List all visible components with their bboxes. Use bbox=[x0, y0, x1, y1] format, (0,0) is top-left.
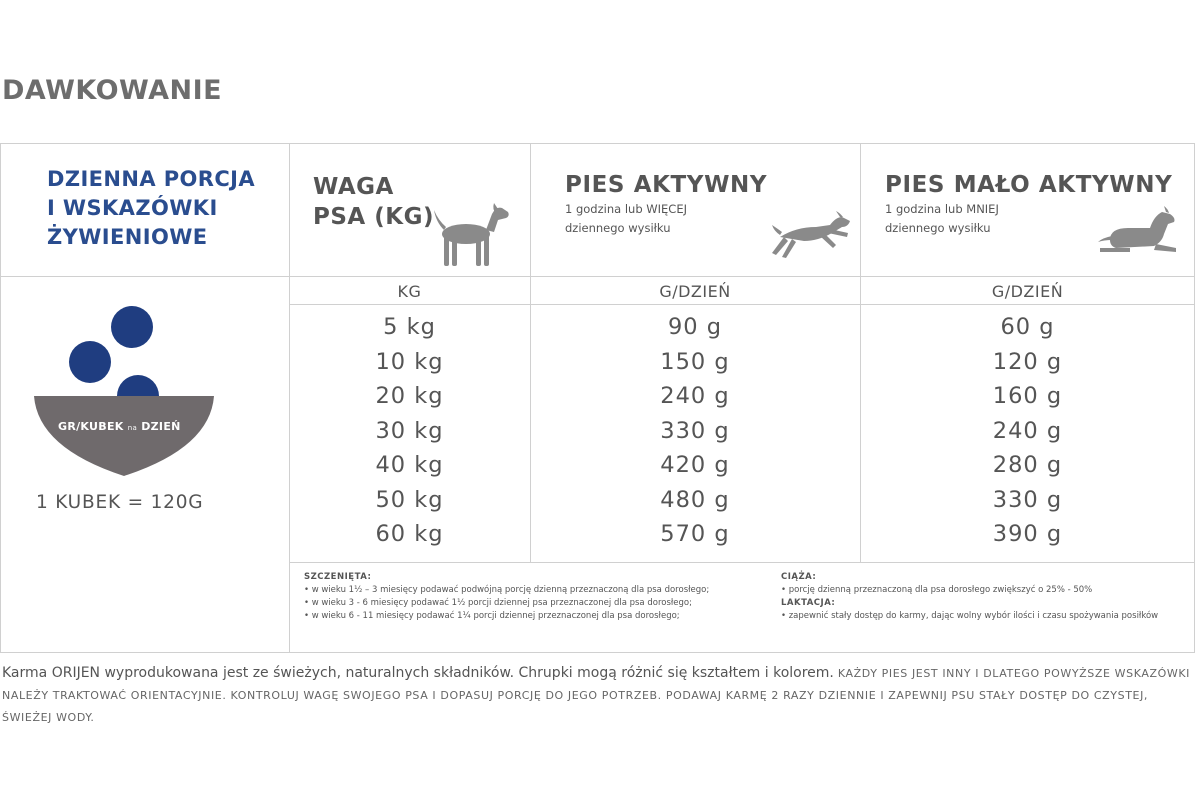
active-cell: 240 g bbox=[660, 383, 730, 409]
divider bbox=[0, 276, 1195, 277]
less-active-dog-subtitle bbox=[885, 200, 999, 238]
active-dog-header: PIES AKTYWNY bbox=[565, 172, 768, 198]
bowl-label-small: na bbox=[127, 424, 138, 432]
bowl-label-end: DZIEŃ bbox=[141, 420, 181, 433]
food-bowl-icon bbox=[30, 300, 230, 485]
note-text: w wieku 1½ – 3 miesięcy podawać podwójną porcję dzienną przeznaczoną dla psa dorosłego; bbox=[311, 585, 710, 595]
less-active-cell: 120 g bbox=[992, 348, 1063, 375]
running-dog-icon bbox=[770, 205, 852, 261]
active-cell: 150 g bbox=[660, 348, 730, 375]
weight-cell: 50 kg bbox=[375, 486, 444, 513]
lying-dog-icon bbox=[1096, 206, 1180, 258]
note-text: w wieku 6 - 11 miesięcy podawać 1¼ porcji dziennej przeznaczonej dla psa dorosłego; bbox=[311, 611, 680, 621]
less-active-cell: 390 g bbox=[992, 521, 1063, 547]
info-note bbox=[2, 662, 1197, 728]
note-line: • w wieku 3 - 6 miesięcy podawać 1½ porcji dziennej psa przeznaczonej dla psa dorosłego; bbox=[304, 598, 692, 608]
active-cell: 330 g bbox=[660, 417, 730, 444]
less-active-cell: 160 g bbox=[992, 383, 1063, 409]
note-lead: Karma ORIJEN wyprodukowana jest ze świeżych, naturalnych składników. Chrupki mogą różnić się kształtem i kolorem. bbox=[2, 665, 834, 681]
less-active-column bbox=[860, 312, 1195, 554]
weight-header bbox=[313, 172, 434, 232]
bowl-label-main: GR/KUBEK bbox=[58, 420, 124, 433]
weight-cell: 5 kg bbox=[383, 314, 436, 340]
puppies-note bbox=[304, 571, 774, 623]
subtitle-line: 1 godzina lub MNIEJ bbox=[885, 202, 999, 216]
pregnancy-note bbox=[781, 571, 1191, 623]
less-active-cell: 240 g bbox=[992, 417, 1063, 444]
note-text: w wieku 3 - 6 miesięcy podawać 1½ porcji dziennej psa przeznaczonej dla psa dorosłego; bbox=[311, 598, 692, 608]
lactation-label: LAKTACJA: bbox=[781, 598, 836, 608]
standing-dog-icon bbox=[428, 200, 512, 270]
puppies-label: SZCZENIĘTA: bbox=[304, 572, 372, 582]
page-title: DAWKOWANIE bbox=[2, 75, 223, 106]
weight-header-line: WAGA bbox=[313, 174, 394, 200]
active-cell: 420 g bbox=[660, 452, 730, 478]
note-rest: KAŻDY PIES JEST INNY I DLATEGO POWYŻSZE WSKAZÓWKI NALEŻY TRAKTOWAĆ ORIENTACYJNIE. KONTROLUJ WAGĘ SWOJEGO PSA I DOPASUJ PORCJĘ DO JEGO POTRZEB. PODAWAJ KARMĘ 2 RAZY DZIENNIE I ZAPEWNIJ PSU STAŁY DOSTĘP DO CZYSTEJ, ŚWIEŻEJ WODY. bbox=[2, 667, 1190, 724]
less-active-dog-header: PIES MAŁO AKTYWNY bbox=[885, 172, 1173, 198]
cup-conversion: 1 KUBEK = 120G bbox=[36, 492, 204, 513]
weight-cell: 60 kg bbox=[375, 521, 444, 547]
less-active-cell: 280 g bbox=[992, 452, 1063, 478]
weight-cell: 30 kg bbox=[375, 417, 444, 444]
active-column bbox=[530, 312, 860, 554]
weight-cell: 20 kg bbox=[375, 383, 444, 409]
divider bbox=[289, 304, 1195, 305]
weight-column-header: KG bbox=[397, 282, 422, 301]
weight-header-line: PSA (KG) bbox=[313, 204, 434, 230]
subtitle-line: dziennego wysiłku bbox=[565, 221, 671, 235]
active-column-header: G/DZIEŃ bbox=[659, 282, 731, 301]
less-active-column-header: G/DZIEŃ bbox=[991, 282, 1064, 301]
weight-cell: 10 kg bbox=[375, 348, 444, 375]
divider bbox=[289, 562, 1195, 563]
note-line: • porcję dzienną przeznaczoną dla psa dorosłego zwiększyć o 25% - 50% bbox=[781, 585, 1093, 595]
note-line: • zapewnić stały dostęp do karmy, dając wolny wybór ilości i czasu spożywania posiłków bbox=[781, 611, 1159, 621]
bowl-label bbox=[58, 420, 181, 433]
weight-cell: 40 kg bbox=[375, 452, 444, 478]
subtitle-line: 1 godzina lub WIĘCEJ bbox=[565, 202, 687, 216]
table-title-line: I WSKAZÓWKI bbox=[47, 196, 218, 220]
note-line: • w wieku 6 - 11 miesięcy podawać 1¼ porcji dziennej przeznaczonej dla psa dorosłego; bbox=[304, 611, 680, 621]
note-line: • w wieku 1½ – 3 miesięcy podawać podwójną porcję dzienną przeznaczoną dla psa dorosłego; bbox=[304, 585, 710, 595]
table-title-line: DZIENNA PORCJA bbox=[47, 167, 256, 191]
active-dog-subtitle bbox=[565, 200, 687, 238]
pregnancy-label: CIĄŻA: bbox=[781, 572, 817, 582]
active-cell: 90 g bbox=[667, 314, 723, 340]
less-active-cell: 330 g bbox=[992, 486, 1063, 513]
note-text: porcję dzienną przeznaczoną dla psa dorosłego zwiększyć o 25% - 50% bbox=[788, 585, 1093, 595]
weight-column bbox=[289, 312, 530, 554]
table-title bbox=[47, 165, 255, 252]
table-title-line: ŻYWIENIOWE bbox=[47, 225, 208, 249]
active-cell: 570 g bbox=[660, 521, 730, 547]
less-active-cell: 60 g bbox=[1000, 314, 1055, 340]
note-text: zapewnić stały dostęp do karmy, dając wolny wybór ilości i czasu spożywania posiłków bbox=[788, 611, 1159, 621]
subtitle-line: dziennego wysiłku bbox=[885, 221, 991, 235]
active-cell: 480 g bbox=[660, 486, 730, 513]
